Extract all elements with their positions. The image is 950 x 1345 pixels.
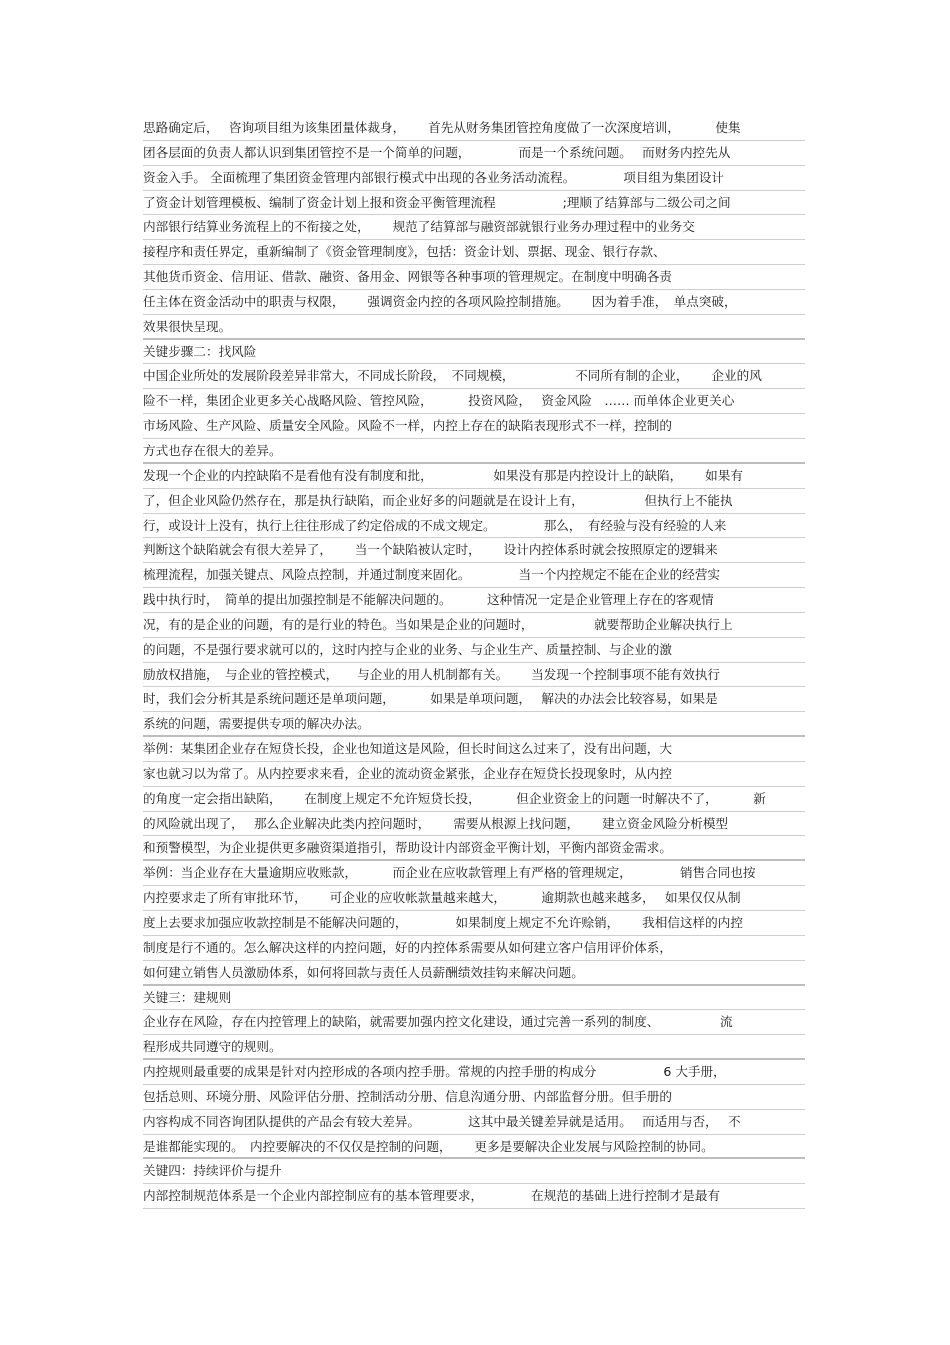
text-line <box>143 663 805 688</box>
text-line <box>143 414 805 439</box>
text-line <box>143 389 805 414</box>
text-line-content: 资金入手。 全面梳理了集团资金管理内部银行模式中出现的各业务活动流程。 项目组为集团设计 <box>143 169 725 185</box>
text-line <box>143 1035 805 1060</box>
text-line-content: 是谁都能实现的。 内控要解决的不仅仅是控制的问题， 更多是要解决企业发展与风险控制的协同。 <box>143 1138 714 1154</box>
text-line-content: 举例：某集团企业存在短贷长投，企业也知道这是风险，但长时间这么过来了，没有出问题，大 <box>143 741 672 757</box>
text-line-content: 思路确定后， 咨询项目组为该集团量体裁身， 首先从财务集团管控角度做了一次深度培训， 使集 <box>143 120 741 135</box>
text-line-content: 举例：当企业存在大量逾期应收账款， 而企业在应收款管理上有严格的管理规定， 销售合同也按 <box>143 865 756 881</box>
text-line-content: 内部控制规范体系是一个企业内部控制应有的基本管理要求， 在规范的基础上进行控制才是最有 <box>143 1188 721 1204</box>
text-line <box>143 588 805 613</box>
text-line <box>143 563 805 588</box>
text-line <box>143 364 805 389</box>
text-line-content: 企业存在风险，存在内控管理上的缺陷，就需要加强内控文化建设，通过完善一系列的制度、 流 <box>143 1014 733 1030</box>
text-line-content: 系统的问题，需要提供专项的解决办法。 <box>143 716 370 732</box>
text-line <box>143 1184 805 1209</box>
text-line-content: 关键步骤二：找风险 <box>143 343 257 359</box>
text-line <box>143 737 805 762</box>
text-line <box>143 961 805 986</box>
text-line <box>143 191 805 216</box>
text-line <box>143 514 805 539</box>
text-line <box>143 986 805 1011</box>
text-line <box>143 290 805 315</box>
text-line <box>143 638 805 663</box>
text-line <box>143 1135 805 1160</box>
text-line-content: 关键三：建规则 <box>143 989 232 1005</box>
text-line <box>143 762 805 787</box>
text-line-content: 内部银行结算业务流程上的不衔接之处， 规范了结算部与融资部就银行业务办理过程中的业务交 <box>143 219 695 235</box>
text-line-content: 了，但企业风险仍然存在，那是执行缺陷，而企业好多的问题就是在设计上有， 但执行上不能执 <box>143 492 733 508</box>
text-line <box>143 687 805 712</box>
text-line <box>143 787 805 812</box>
text-line <box>143 886 805 911</box>
text-line-content: 任主体在资金活动中的职责与权限， 强调资金内控的各项风险控制措施。 因为着手准， 单点突破， <box>143 293 737 309</box>
text-line <box>143 812 805 837</box>
text-line-content: 了资金计划管理模板、编制了资金计划上报和资金平衡管理流程 ;理顺了结算部与二级公司之间 <box>143 194 731 210</box>
text-line <box>143 836 805 861</box>
text-line-content: 时，我们会分析其是系统问题还是单项问题， 如果是单项问题， 解决的办法会比较容易，如果是 <box>143 691 718 707</box>
text-line-content: 接程序和责任界定，重新编制了《资金管理制度》，包括：资金计划、票据、现金、银行存款、 <box>143 244 666 260</box>
text-line-content: 市场风险、生产风险、质量安全风险。风险不一样，内控上存在的缺陷表现形式不一样，控制的 <box>143 418 672 434</box>
text-line <box>143 265 805 290</box>
text-line-content: 判断这个缺陷就会有很大差异了， 当一个缺陷被认定时， 设计内控体系时就会按照原定的逻辑来 <box>143 542 718 558</box>
text-line-content: 发现一个企业的内控缺陷不是看他有没有制度和批， 如果没有那是内控设计上的缺陷， 如果有 <box>143 467 743 483</box>
text-line-content: 中国企业所处的发展阶段差异非常大，不同成长阶段， 不同规模， 不同所有制的企业， 企业的风 <box>143 368 762 384</box>
text-line-content: 关键四：持续评价与提升 <box>143 1163 282 1179</box>
text-line <box>143 911 805 936</box>
text-line-content: 的问题，不是强行要求就可以的，这时内控与企业的业务、与企业生产、质量控制、与企业的激 <box>143 641 672 657</box>
text-line-content: 其他货币资金、信用证、借款、融资、备用金、网银等各种事项的管理规定。在制度中明确各责 <box>143 269 672 285</box>
text-line-content: 效果很快呈现。 <box>143 318 232 334</box>
document-body <box>143 116 805 1209</box>
text-line <box>143 439 805 464</box>
text-line <box>143 936 805 961</box>
text-line-content: 的角度一定会指出缺陷， 在制度上规定不允许短贷长投， 但企业资金上的问题一时解决不了， 新 <box>143 790 766 806</box>
text-line-content: 程形成共同遵守的规则。 <box>143 1039 282 1055</box>
text-line-content: 团各层面的负责人都认识到集团管控不是一个简单的问题， 而是一个系统问题。 而财务内控先从 <box>143 144 731 160</box>
text-line <box>143 712 805 737</box>
text-line-content: 践中执行时， 简单的提出加强控制是不能解决问题的。 这种情况一定是企业管理上存在的客观情 <box>143 592 714 608</box>
text-line <box>143 464 805 489</box>
text-line <box>143 1159 805 1184</box>
text-line <box>143 116 805 141</box>
text-line-content: 的风险就出现了， 那么企业解决此类内控问题时， 需要从根源上找问题， 建立资金风险分析模型 <box>143 815 729 831</box>
text-line <box>143 489 805 514</box>
text-line <box>143 1010 805 1035</box>
text-line <box>143 141 805 166</box>
text-line-content: 内容构成不同咨询团队提供的产品会有较大差异。 这其中最关键差异就是适用。 而适用与否， 不 <box>143 1113 741 1129</box>
text-line <box>143 1060 805 1085</box>
text-line-content: 方式也存在很大的差异。 <box>143 442 282 458</box>
text-line <box>143 1085 805 1110</box>
text-line <box>143 613 805 638</box>
text-line-content: 家也就习以为常了。从内控要求来看，企业的流动资金紧张，企业存在短贷长投现象时，从内控 <box>143 765 672 781</box>
text-line <box>143 1110 805 1135</box>
text-line-content: 励放权措施， 与企业的管控模式， 与企业的用人机制都有关。 当发现一个控制事项不能有效执行 <box>143 666 721 682</box>
text-line-content: 梳理流程，加强关键点、风险点控制，并通过制度来固化。 当一个内控规定不能在企业的经营实 <box>143 567 721 583</box>
text-line-content: 如何建立销售人员激励体系，如何将回款与责任人员薪酬绩效挂钩来解决问题。 <box>143 964 584 980</box>
text-line <box>143 240 805 265</box>
text-line <box>143 861 805 886</box>
text-line-content: 包括总则、环境分册、风险评估分册、控制活动分册、信息沟通分册、内部监督分册。但手册的 <box>143 1088 672 1104</box>
text-line-content: 险不一样，集团企业更多关心战略风险、管控风险， 投资风险， 资金风险 …… 而单体企业更关心 <box>143 393 735 409</box>
text-line <box>143 215 805 240</box>
text-line-content: 内控要求走了所有审批环节， 可企业的应收帐款量越来越大， 逾期款也越来越多， 如果仅仅从制 <box>143 890 741 906</box>
text-line <box>143 340 805 365</box>
text-line-content: 况，有的是企业的问题，有的是行业的特色。当如果是企业的问题时， 就要帮助企业解决执行上 <box>143 616 733 632</box>
text-line-content: 和预警模型，为企业提供更多融资渠道指引，帮助设计内部资金平衡计划，平衡内部资金需求。 <box>143 840 672 856</box>
text-line-content: 度上去要求加强应收款控制是不能解决问题的， 如果制度上规定不允许赊销， 我相信这样的内控 <box>143 915 743 930</box>
text-line-content: 内控规则最重要的成果是针对内控形成的各项内控手册。常规的内控手册的构成分 6 大手册， <box>143 1064 726 1080</box>
text-line-content: 制度是行不通的。怎么解决这样的内控问题，好的内控体系需要从如何建立客户信用评价体系， <box>143 939 672 955</box>
text-line-content: 行，或设计上没有，执行上往往形成了约定俗成的不成文规定。 那么， 有经验与没有经验的人来 <box>143 517 727 533</box>
text-line <box>143 315 805 340</box>
text-line <box>143 538 805 563</box>
text-line <box>143 166 805 191</box>
